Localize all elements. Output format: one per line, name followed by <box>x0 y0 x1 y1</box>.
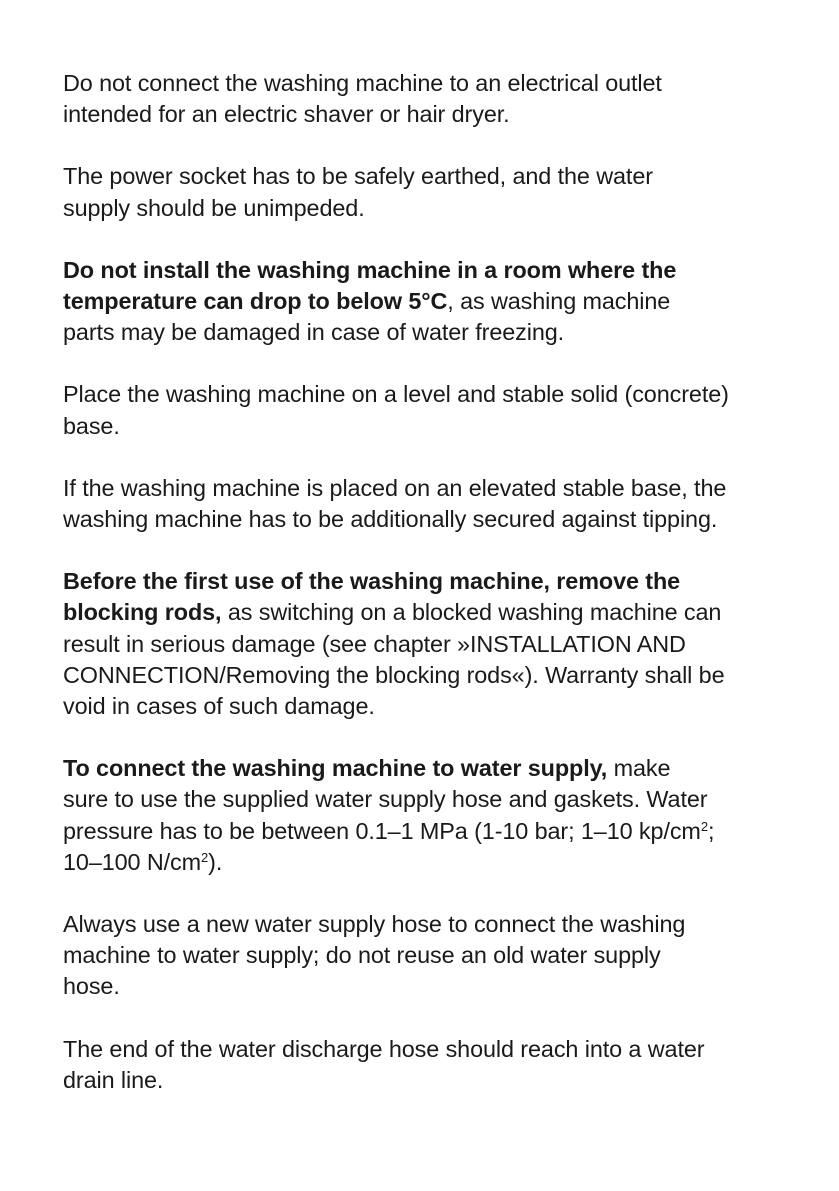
text-line: result in serious damage (see chapter »INSTALLATION AND <box>63 630 686 657</box>
text-line: drain line. <box>63 1066 164 1093</box>
text-fragment: ; <box>707 817 715 844</box>
text-line: parts may be damaged in case of water freezing. <box>63 319 565 346</box>
text-line: Always use a new water supply hose to connect the washing <box>63 911 686 938</box>
text-line: sure to use the supplied water supply hose and gaskets. Water <box>63 786 708 813</box>
text-line: machine to water supply; do not reuse an old water supply <box>63 942 661 969</box>
bold-warning-text: Do not install the washing machine in a room where the <box>63 256 677 283</box>
text-fragment: make <box>607 755 671 782</box>
text-line: The power socket has to be safely earthed, and the water <box>63 163 653 190</box>
text-line: CONNECTION/Removing the blocking rods«). Warranty shall be <box>63 661 725 688</box>
text-line: hose. <box>63 973 120 1000</box>
superscript: 2 <box>201 850 209 866</box>
manual-page <box>63 68 793 1127</box>
new-hose-paragraph <box>63 909 793 1003</box>
discharge-hose-paragraph <box>63 1034 793 1096</box>
text-line <box>63 286 793 317</box>
text-line <box>63 566 793 597</box>
elevated-base-paragraph <box>63 473 793 535</box>
bold-warning-text: temperature can drop to below 5°C <box>63 288 448 315</box>
text-line: void in cases of such damage. <box>63 693 375 720</box>
bold-warning-text: To connect the washing machine to water supply, <box>63 755 608 782</box>
superscript: 2 <box>700 818 708 834</box>
bold-warning-text: blocking rods, <box>63 599 222 626</box>
text-fragment: , as washing machine <box>447 288 671 315</box>
text-fragment: 10–100 N/cm <box>63 848 202 875</box>
water-supply-paragraph <box>63 753 793 878</box>
text-line <box>63 597 793 628</box>
text-fragment: pressure has to be between 0.1–1 MPa (1-10 bar; 1–10 kp/cm <box>63 817 701 844</box>
bold-warning-text: Before the first use of the washing machine, remove the <box>63 568 681 595</box>
text-fragment: ). <box>208 848 223 875</box>
text-fragment: as switching on a blocked washing machine can <box>221 599 722 626</box>
text-line: Do not connect the washing machine to an electrical outlet <box>63 70 662 96</box>
text-line: supply should be unimpeded. <box>63 194 365 221</box>
text-line: base. <box>63 412 120 439</box>
power-socket-paragraph <box>63 161 793 223</box>
level-base-paragraph <box>63 379 793 441</box>
text-line <box>63 847 793 878</box>
text-line: The end of the water discharge hose should reach into a water <box>63 1035 705 1062</box>
text-line: washing machine has to be additionally secured against tipping. <box>63 506 718 533</box>
text-line <box>63 255 793 286</box>
text-line: Place the washing machine on a level and stable solid (concrete) <box>63 381 729 408</box>
text-line <box>63 816 793 847</box>
electrical-outlet-paragraph <box>63 68 793 130</box>
temperature-warning-paragraph <box>63 255 793 349</box>
text-line: intended for an electric shaver or hair dryer. <box>63 101 510 128</box>
text-line: If the washing machine is placed on an elevated stable base, the <box>63 474 727 501</box>
text-line <box>63 753 793 784</box>
blocking-rods-paragraph <box>63 566 793 722</box>
